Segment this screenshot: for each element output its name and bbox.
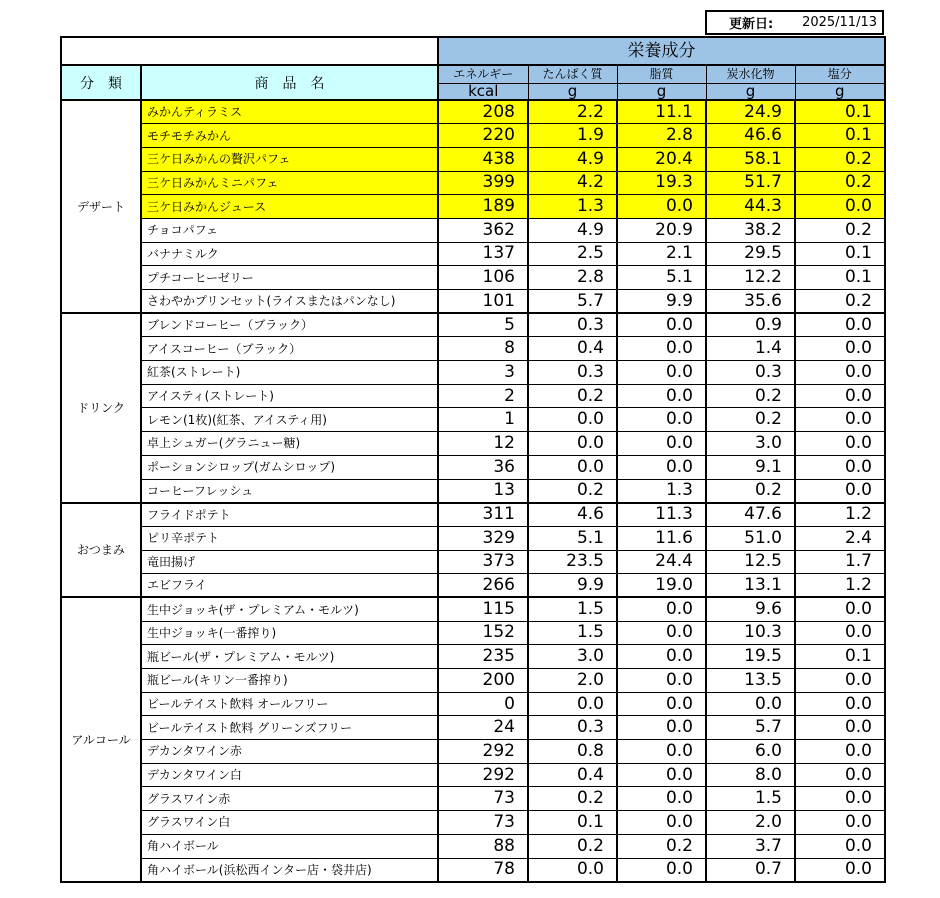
nutrient-value-cell: 0.2 bbox=[706, 384, 795, 408]
nutrient-value-cell: 0.0 bbox=[795, 763, 885, 787]
nutrient-value-cell: 8.0 bbox=[706, 763, 795, 787]
nutrient-value-cell: 0.0 bbox=[617, 313, 706, 337]
nutrient-value-cell: 35.6 bbox=[706, 290, 795, 314]
nutrient-value-cell: 0.0 bbox=[617, 384, 706, 408]
nutrient-value-cell: 0.1 bbox=[795, 645, 885, 669]
nutrient-value-cell: 2.1 bbox=[617, 242, 706, 266]
product-name-cell: モチモチみかん bbox=[141, 124, 438, 148]
nutrient-column-header: エネルギー bbox=[438, 65, 528, 83]
nutrient-value-cell: 5.1 bbox=[617, 266, 706, 290]
nutrient-value-cell: 36 bbox=[438, 455, 528, 479]
nutrient-value-cell: 0.2 bbox=[706, 408, 795, 432]
table-row bbox=[61, 597, 885, 621]
nutrient-value-cell: 0.8 bbox=[528, 740, 617, 764]
nutrient-value-cell: 46.6 bbox=[706, 124, 795, 148]
nutrient-value-cell: 4.6 bbox=[528, 503, 617, 527]
table-row bbox=[61, 361, 885, 385]
table-row bbox=[61, 218, 885, 242]
nutrient-value-cell: 1.2 bbox=[795, 574, 885, 598]
nutrient-value-cell: 0.3 bbox=[706, 361, 795, 385]
nutrient-value-cell: 399 bbox=[438, 171, 528, 195]
nutrient-value-cell: 3.0 bbox=[706, 432, 795, 456]
nutrient-value-cell: 9.9 bbox=[617, 290, 706, 314]
nutrient-value-cell: 51.7 bbox=[706, 171, 795, 195]
table-row bbox=[61, 574, 885, 598]
nutrient-value-cell: 73 bbox=[438, 787, 528, 811]
table-row bbox=[61, 195, 885, 219]
nutrient-unit-header: g bbox=[706, 83, 795, 100]
nutrient-value-cell: 1.5 bbox=[528, 621, 617, 645]
nutrient-value-cell: 9.6 bbox=[706, 597, 795, 621]
nutrient-value-cell: 0.0 bbox=[528, 408, 617, 432]
nutrient-value-cell: 24.9 bbox=[706, 100, 795, 124]
nutrient-value-cell: 2 bbox=[438, 384, 528, 408]
nutrient-value-cell: 0.3 bbox=[528, 716, 617, 740]
nutrient-value-cell: 0.7 bbox=[706, 858, 795, 882]
nutrient-value-cell: 0.0 bbox=[617, 787, 706, 811]
category-cell: アルコール bbox=[61, 597, 141, 881]
table-row bbox=[61, 669, 885, 693]
product-name-cell: 竜田揚げ bbox=[141, 550, 438, 574]
table-row bbox=[61, 124, 885, 148]
table-row bbox=[61, 811, 885, 835]
nutrient-value-cell: 6.0 bbox=[706, 740, 795, 764]
nutrient-value-cell: 0.0 bbox=[617, 408, 706, 432]
nutrient-value-cell: 2.8 bbox=[617, 124, 706, 148]
nutrient-value-cell: 8 bbox=[438, 337, 528, 361]
table-row bbox=[61, 266, 885, 290]
nutrient-value-cell: 0.0 bbox=[617, 455, 706, 479]
nutrient-value-cell: 44.3 bbox=[706, 195, 795, 219]
table-row bbox=[61, 740, 885, 764]
nutrient-value-cell: 0.0 bbox=[617, 621, 706, 645]
nutrient-unit-header: kcal bbox=[438, 83, 528, 100]
nutrient-value-cell: 1.7 bbox=[795, 550, 885, 574]
update-date-box bbox=[705, 10, 884, 35]
nutrient-value-cell: 373 bbox=[438, 550, 528, 574]
nutrient-value-cell: 51.0 bbox=[706, 526, 795, 550]
nutrient-value-cell: 0.3 bbox=[528, 313, 617, 337]
nutrient-value-cell: 0.0 bbox=[795, 313, 885, 337]
nutrient-value-cell: 0.1 bbox=[795, 266, 885, 290]
nutrient-value-cell: 0.0 bbox=[617, 337, 706, 361]
product-name-cell: フライドポテト bbox=[141, 503, 438, 527]
blank-corner bbox=[61, 37, 438, 65]
nutrient-value-cell: 29.5 bbox=[706, 242, 795, 266]
nutrient-value-cell: 292 bbox=[438, 740, 528, 764]
nutrient-value-cell: 0.0 bbox=[795, 787, 885, 811]
nutrient-value-cell: 0.0 bbox=[617, 645, 706, 669]
product-name-cell: 三ケ日みかんの贅沢パフェ bbox=[141, 147, 438, 171]
nutrient-value-cell: 73 bbox=[438, 811, 528, 835]
product-name-cell: バナナミルク bbox=[141, 242, 438, 266]
nutrient-value-cell: 11.3 bbox=[617, 503, 706, 527]
nutrient-value-cell: 0.2 bbox=[795, 218, 885, 242]
nutrient-value-cell: 0 bbox=[438, 692, 528, 716]
table-row bbox=[61, 432, 885, 456]
nutrient-value-cell: 208 bbox=[438, 100, 528, 124]
nutrient-column-header: 脂質 bbox=[617, 65, 706, 83]
nutrient-value-cell: 4.9 bbox=[528, 147, 617, 171]
product-name-cell: ビールテイスト飲料 グリーンズフリー bbox=[141, 716, 438, 740]
nutrient-value-cell: 0.0 bbox=[795, 740, 885, 764]
nutrient-value-cell: 2.0 bbox=[528, 669, 617, 693]
product-name-cell: 卓上シュガー(グラニュー糖) bbox=[141, 432, 438, 456]
nutrient-value-cell: 0.2 bbox=[706, 479, 795, 503]
nutrient-value-cell: 5.7 bbox=[528, 290, 617, 314]
nutrient-value-cell: 0.0 bbox=[706, 692, 795, 716]
product-name-cell: グラスワイン白 bbox=[141, 811, 438, 835]
nutrient-value-cell: 1.5 bbox=[706, 787, 795, 811]
nutrient-value-cell: 2.2 bbox=[528, 100, 617, 124]
table-row bbox=[61, 313, 885, 337]
nutrient-value-cell: 438 bbox=[438, 147, 528, 171]
nutrient-value-cell: 0.0 bbox=[795, 716, 885, 740]
nutrient-value-cell: 2.0 bbox=[706, 811, 795, 835]
table-row bbox=[61, 716, 885, 740]
nutrient-value-cell: 101 bbox=[438, 290, 528, 314]
table-row bbox=[61, 763, 885, 787]
nutrient-value-cell: 266 bbox=[438, 574, 528, 598]
nutrient-value-cell: 0.0 bbox=[617, 858, 706, 882]
nutrient-value-cell: 2.5 bbox=[528, 242, 617, 266]
product-name-cell: 生中ジョッキ(一番搾り) bbox=[141, 621, 438, 645]
nutrient-value-cell: 189 bbox=[438, 195, 528, 219]
nutrient-value-cell: 0.0 bbox=[528, 455, 617, 479]
nutrient-value-cell: 2.4 bbox=[795, 526, 885, 550]
table-row bbox=[61, 526, 885, 550]
nutrient-value-cell: 13.5 bbox=[706, 669, 795, 693]
table-row bbox=[61, 384, 885, 408]
product-name-cell: アイスコーヒー（ブラック） bbox=[141, 337, 438, 361]
product-name-cell: デカンタワイン赤 bbox=[141, 740, 438, 764]
nutrient-value-cell: 4.2 bbox=[528, 171, 617, 195]
nutrient-value-cell: 0.0 bbox=[795, 834, 885, 858]
nutrient-value-cell: 0.0 bbox=[528, 432, 617, 456]
nutrient-value-cell: 0.9 bbox=[706, 313, 795, 337]
nutrient-value-cell: 0.0 bbox=[795, 479, 885, 503]
nutrient-value-cell: 12.5 bbox=[706, 550, 795, 574]
nutrient-value-cell: 0.0 bbox=[617, 195, 706, 219]
category-cell: おつまみ bbox=[61, 503, 141, 598]
nutrient-value-cell: 0.0 bbox=[617, 811, 706, 835]
nutrient-unit-header: g bbox=[795, 83, 885, 100]
nutrient-column-header: たんぱく質 bbox=[528, 65, 617, 83]
nutrient-value-cell: 5.7 bbox=[706, 716, 795, 740]
table-row bbox=[61, 337, 885, 361]
nutrient-value-cell: 0.2 bbox=[528, 787, 617, 811]
product-name-cell: チョコパフェ bbox=[141, 218, 438, 242]
nutrient-value-cell: 0.0 bbox=[528, 692, 617, 716]
nutrient-value-cell: 1.3 bbox=[528, 195, 617, 219]
nutrient-value-cell: 0.0 bbox=[795, 384, 885, 408]
nutrient-value-cell: 0.2 bbox=[528, 384, 617, 408]
nutrient-value-cell: 0.0 bbox=[795, 692, 885, 716]
nutrient-value-cell: 12.2 bbox=[706, 266, 795, 290]
product-name-cell: プチコーヒーゼリー bbox=[141, 266, 438, 290]
nutrient-value-cell: 1 bbox=[438, 408, 528, 432]
nutrient-value-cell: 0.2 bbox=[528, 834, 617, 858]
table-row bbox=[61, 479, 885, 503]
nutrient-value-cell: 20.4 bbox=[617, 147, 706, 171]
table-row bbox=[61, 834, 885, 858]
product-name-cell: 角ハイボール bbox=[141, 834, 438, 858]
nutrient-value-cell: 0.0 bbox=[795, 408, 885, 432]
nutrient-value-cell: 0.3 bbox=[528, 361, 617, 385]
nutrient-value-cell: 0.0 bbox=[617, 669, 706, 693]
nutrient-value-cell: 9.9 bbox=[528, 574, 617, 598]
group-header-row bbox=[61, 37, 885, 65]
nutrient-value-cell: 13.1 bbox=[706, 574, 795, 598]
nutrient-value-cell: 20.9 bbox=[617, 218, 706, 242]
nutrient-value-cell: 0.1 bbox=[795, 124, 885, 148]
product-name-cell: コーヒーフレッシュ bbox=[141, 479, 438, 503]
nutrient-value-cell: 0.0 bbox=[795, 432, 885, 456]
nutrient-value-cell: 152 bbox=[438, 621, 528, 645]
nutrient-value-cell: 362 bbox=[438, 218, 528, 242]
product-name-cell: ブレンドコーヒー（ブラック） bbox=[141, 313, 438, 337]
nutrient-value-cell: 0.0 bbox=[795, 621, 885, 645]
nutrient-value-cell: 1.3 bbox=[617, 479, 706, 503]
table-row bbox=[61, 692, 885, 716]
table-row bbox=[61, 147, 885, 171]
nutrient-value-cell: 9.1 bbox=[706, 455, 795, 479]
nutrient-value-cell: 2.8 bbox=[528, 266, 617, 290]
nutrient-value-cell: 137 bbox=[438, 242, 528, 266]
nutrient-column-header: 塩分 bbox=[795, 65, 885, 83]
product-name-cell: デカンタワイン白 bbox=[141, 763, 438, 787]
nutrient-value-cell: 0.4 bbox=[528, 337, 617, 361]
nutrient-value-cell: 292 bbox=[438, 763, 528, 787]
product-name-cell: ビールテイスト飲料 オールフリー bbox=[141, 692, 438, 716]
nutrient-value-cell: 0.0 bbox=[795, 337, 885, 361]
nutrient-column-header: 炭水化物 bbox=[706, 65, 795, 83]
nutrient-value-cell: 5.1 bbox=[528, 526, 617, 550]
nutrient-unit-header: g bbox=[528, 83, 617, 100]
table-row bbox=[61, 290, 885, 314]
update-date-value: 2025/11/13 bbox=[802, 15, 877, 30]
product-name-cell: 瓶ビール(キリン一番搾り) bbox=[141, 669, 438, 693]
update-date-label: 更新日: bbox=[729, 17, 774, 32]
nutrient-value-cell: 0.0 bbox=[528, 858, 617, 882]
nutrient-value-cell: 3 bbox=[438, 361, 528, 385]
nutrient-value-cell: 10.3 bbox=[706, 621, 795, 645]
product-name-cell: 三ケ日みかんジュース bbox=[141, 195, 438, 219]
nutrition-table bbox=[60, 36, 886, 883]
nutrient-value-cell: 1.4 bbox=[706, 337, 795, 361]
nutrient-value-cell: 0.1 bbox=[528, 811, 617, 835]
nutrient-value-cell: 3.0 bbox=[528, 645, 617, 669]
nutrient-value-cell: 23.5 bbox=[528, 550, 617, 574]
category-cell: デザート bbox=[61, 100, 141, 313]
nutrient-value-cell: 38.2 bbox=[706, 218, 795, 242]
table-row bbox=[61, 787, 885, 811]
nutrient-value-cell: 3.7 bbox=[706, 834, 795, 858]
table-row bbox=[61, 621, 885, 645]
nutrient-value-cell: 13 bbox=[438, 479, 528, 503]
nutrient-value-cell: 4.9 bbox=[528, 218, 617, 242]
category-column-header: 分 類 bbox=[61, 65, 141, 100]
nutrient-value-cell: 19.3 bbox=[617, 171, 706, 195]
nutrient-value-cell: 0.0 bbox=[617, 432, 706, 456]
nutrient-value-cell: 0.2 bbox=[795, 290, 885, 314]
nutrient-value-cell: 5 bbox=[438, 313, 528, 337]
table-row bbox=[61, 242, 885, 266]
table-row bbox=[61, 550, 885, 574]
nutrient-value-cell: 0.0 bbox=[795, 361, 885, 385]
product-name-cell: グラスワイン赤 bbox=[141, 787, 438, 811]
nutrient-value-cell: 0.0 bbox=[617, 763, 706, 787]
nutrient-value-cell: 0.0 bbox=[617, 597, 706, 621]
nutrient-value-cell: 12 bbox=[438, 432, 528, 456]
product-name-cell: アイスティ(ストレート) bbox=[141, 384, 438, 408]
nutrient-value-cell: 19.0 bbox=[617, 574, 706, 598]
nutrient-value-cell: 1.5 bbox=[528, 597, 617, 621]
nutrient-value-cell: 0.0 bbox=[617, 361, 706, 385]
category-cell: ドリンク bbox=[61, 313, 141, 503]
nutrient-value-cell: 0.4 bbox=[528, 763, 617, 787]
product-column-header: 商 品 名 bbox=[141, 65, 438, 100]
nutrient-value-cell: 58.1 bbox=[706, 147, 795, 171]
nutrient-value-cell: 0.0 bbox=[617, 692, 706, 716]
nutrient-value-cell: 1.2 bbox=[795, 503, 885, 527]
nutrient-value-cell: 88 bbox=[438, 834, 528, 858]
product-name-cell: 紅茶(ストレート) bbox=[141, 361, 438, 385]
nutrient-value-cell: 0.2 bbox=[617, 834, 706, 858]
nutrient-value-cell: 0.1 bbox=[795, 242, 885, 266]
nutrient-value-cell: 311 bbox=[438, 503, 528, 527]
table-row bbox=[61, 455, 885, 479]
nutrient-value-cell: 1.9 bbox=[528, 124, 617, 148]
nutrient-value-cell: 0.2 bbox=[795, 171, 885, 195]
nutrient-value-cell: 115 bbox=[438, 597, 528, 621]
product-name-cell: 三ケ日みかんミニパフェ bbox=[141, 171, 438, 195]
nutrient-value-cell: 19.5 bbox=[706, 645, 795, 669]
table-row bbox=[61, 645, 885, 669]
table-row bbox=[61, 171, 885, 195]
nutrient-unit-header: g bbox=[617, 83, 706, 100]
product-name-cell: さわやかプリンセット(ライスまたはパンなし) bbox=[141, 290, 438, 314]
nutrient-value-cell: 0.0 bbox=[617, 716, 706, 740]
nutrient-value-cell: 24 bbox=[438, 716, 528, 740]
table-row bbox=[61, 408, 885, 432]
product-name-cell: 生中ジョッキ(ザ・プレミアム・モルツ) bbox=[141, 597, 438, 621]
nutrient-value-cell: 0.2 bbox=[528, 479, 617, 503]
nutrient-value-cell: 0.0 bbox=[795, 669, 885, 693]
table-row bbox=[61, 858, 885, 882]
product-name-cell: 角ハイボール(浜松西インター店・袋井店) bbox=[141, 858, 438, 882]
nutrient-value-cell: 24.4 bbox=[617, 550, 706, 574]
nutrient-value-cell: 0.1 bbox=[795, 100, 885, 124]
product-name-cell: ポーションシロップ(ガムシロップ) bbox=[141, 455, 438, 479]
nutrient-value-cell: 235 bbox=[438, 645, 528, 669]
product-name-cell: ピリ辛ポテト bbox=[141, 526, 438, 550]
nutrient-value-cell: 200 bbox=[438, 669, 528, 693]
nutrient-value-cell: 11.1 bbox=[617, 100, 706, 124]
nutrient-value-cell: 47.6 bbox=[706, 503, 795, 527]
product-name-cell: エビフライ bbox=[141, 574, 438, 598]
nutrient-value-cell: 0.0 bbox=[795, 811, 885, 835]
product-name-cell: 瓶ビール(ザ・プレミアム・モルツ) bbox=[141, 645, 438, 669]
column-header-row bbox=[61, 65, 885, 83]
nutrient-value-cell: 11.6 bbox=[617, 526, 706, 550]
nutrient-value-cell: 0.0 bbox=[795, 858, 885, 882]
product-name-cell: レモン(1枚)(紅茶、アイスティ用) bbox=[141, 408, 438, 432]
nutrient-value-cell: 0.2 bbox=[795, 147, 885, 171]
table-row bbox=[61, 503, 885, 527]
nutrition-group-header: 栄養成分 bbox=[438, 37, 885, 65]
table-row bbox=[61, 100, 885, 124]
nutrient-value-cell: 0.0 bbox=[795, 455, 885, 479]
nutrient-value-cell: 0.0 bbox=[795, 195, 885, 219]
nutrient-value-cell: 106 bbox=[438, 266, 528, 290]
product-name-cell: みかんティラミス bbox=[141, 100, 438, 124]
nutrient-value-cell: 329 bbox=[438, 526, 528, 550]
nutrient-value-cell: 0.0 bbox=[795, 597, 885, 621]
nutrient-value-cell: 78 bbox=[438, 858, 528, 882]
nutrient-value-cell: 220 bbox=[438, 124, 528, 148]
nutrient-value-cell: 0.0 bbox=[617, 740, 706, 764]
